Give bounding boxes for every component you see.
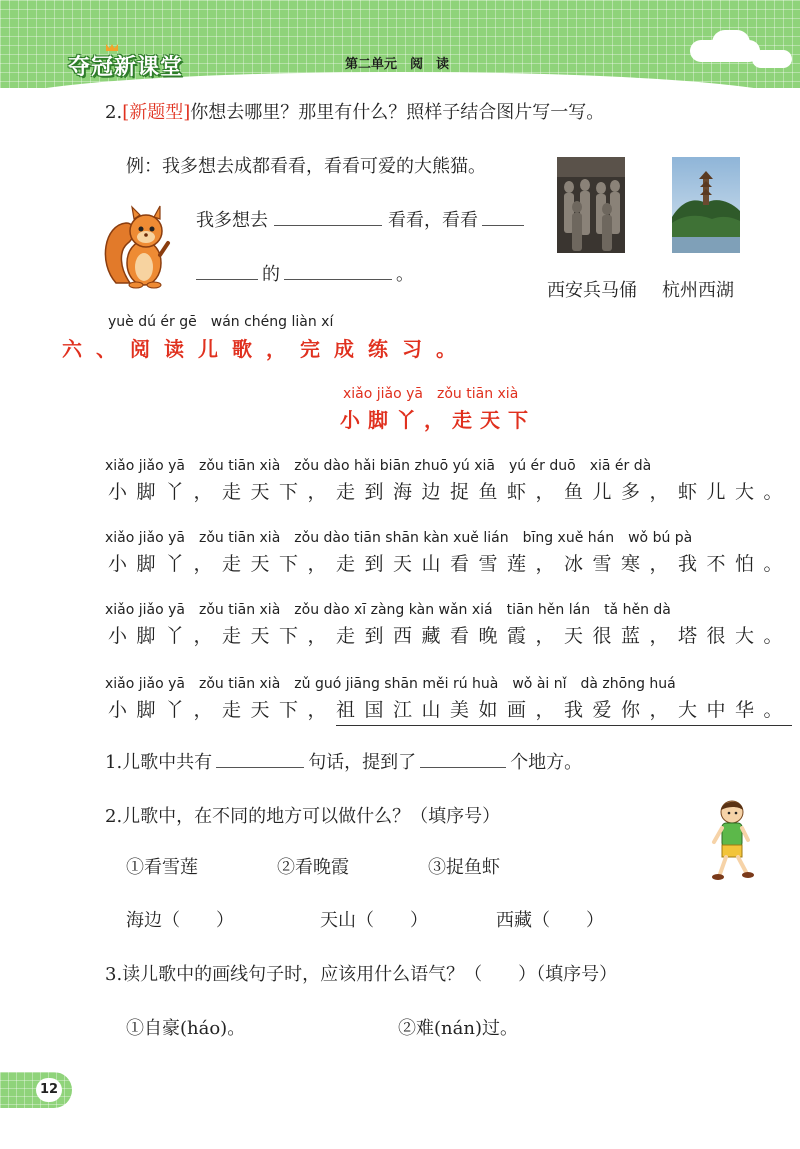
blank-sentence-count[interactable] — [216, 767, 304, 768]
cloud-decoration — [712, 30, 750, 56]
exercise-2-prompt: 2.儿歌中，在不同的地方可以做什么？（填序号） — [105, 806, 501, 827]
photo-caption-hangzhou: 杭州西湖 — [662, 280, 734, 301]
blank-thing[interactable] — [482, 225, 524, 226]
example-sentence: 例：我多想去成都看看，看看可爱的大熊猫。 — [126, 156, 486, 177]
poem-title: 小脚丫，走天下 — [340, 408, 536, 432]
exercise-1-text-c: 个地方。 — [510, 752, 583, 773]
question-number: 2. — [105, 102, 123, 123]
blank-place-count[interactable] — [420, 767, 506, 768]
exercise-1-text-b: 句话，提到了 — [308, 752, 417, 773]
fill-in-line-2 — [196, 260, 414, 286]
blank-place[interactable] — [274, 225, 382, 226]
cloud-decoration — [752, 50, 792, 68]
exercise-1-text-a: 1.儿歌中共有 — [105, 752, 213, 773]
blank-adjective[interactable] — [196, 279, 258, 280]
poem-line-4-underlined: 祖国江山美如画，我爱你，大中华。 — [336, 699, 792, 726]
exercise-1 — [105, 748, 582, 774]
poem-line-2-pinyin: xiǎo jiǎo yā zǒu tiān xià zǒu dào tiān shān kàn xuě lián bīng xuě hán wǒ bú pà — [105, 530, 693, 546]
unit-title: 第二单元 阅 读 — [345, 57, 450, 72]
poem-line-4-plain: 小脚丫，走天下， — [108, 699, 337, 721]
question-2-prompt — [105, 98, 604, 124]
exercise-2-option-3: ③捉鱼虾 — [428, 857, 500, 878]
terracotta-warriors-photo — [557, 157, 625, 253]
poem-line-2: 小脚丫，走天下，走到天山看雪莲，冰雪寒，我不怕。 — [108, 553, 793, 575]
fill-text-1: 我多想去 — [196, 210, 268, 231]
exercise-3-option-2: ②难(nán)过。 — [398, 1018, 518, 1039]
fill-in-line-1 — [196, 206, 524, 232]
exercise-2-option-2: ②看晚霞 — [277, 857, 349, 878]
exercise-2-option-1: ①看雪莲 — [126, 857, 198, 878]
question-text: 你想去哪里？那里有什么？照样子结合图片写一写。 — [190, 102, 605, 123]
exercise-3-option-1: ①自豪(háo)。 — [126, 1018, 246, 1039]
page-number: 12 — [36, 1078, 62, 1102]
poem-title-pinyin: xiǎo jiǎo yā zǒu tiān xià — [343, 386, 519, 402]
poem-line-3: 小脚丫，走天下，走到西藏看晚霞，天很蓝，塔很大。 — [108, 625, 793, 647]
section-6-pinyin: yuè dú ér gē wán chéng liàn xí — [108, 314, 334, 330]
brand-logo: 夺冠新课堂 — [68, 55, 184, 80]
poem-line-3-pinyin: xiǎo jiǎo yā zǒu tiān xià zǒu dào xī zàng kàn wǎn xiá tiān hěn lán tǎ hěn dà — [105, 602, 671, 618]
fill-text-4: 。 — [396, 264, 414, 285]
blank-tianshan[interactable]: 天山（ ） — [320, 910, 428, 931]
new-question-tag: [新题型] — [122, 102, 191, 123]
walking-boy-illustration — [706, 798, 756, 884]
exercise-3-prompt: 3.读儿歌中的画线句子时，应该用什么语气？（ ）（填序号） — [105, 964, 618, 985]
poem-line-4-pinyin: xiǎo jiǎo yā zǒu tiān xià zǔ guó jiāng shān měi rú huà wǒ ài nǐ dà zhōng huá — [105, 676, 676, 692]
squirrel-illustration — [102, 203, 174, 289]
blank-tibet[interactable]: 西藏（ ） — [496, 910, 604, 931]
fill-text-3: 的 — [262, 264, 280, 285]
poem-line-1: 小脚丫，走天下，走到海边捉鱼虾，鱼儿多，虾儿大。 — [108, 481, 793, 503]
photo-caption-xian: 西安兵马俑 — [547, 280, 637, 301]
west-lake-photo — [672, 157, 740, 253]
fill-text-2: 看看，看看 — [388, 210, 478, 231]
poem-line-1-pinyin: xiǎo jiǎo yā zǒu tiān xià zǒu dào hǎi biān zhuō yú xiā yú ér duō xiā ér dà — [105, 458, 652, 474]
blank-object[interactable] — [284, 279, 392, 280]
poem-line-4 — [108, 695, 792, 722]
blank-seaside[interactable]: 海边（ ） — [126, 910, 234, 931]
section-6-title: 六、阅读儿歌，完成练习。 — [62, 337, 470, 361]
